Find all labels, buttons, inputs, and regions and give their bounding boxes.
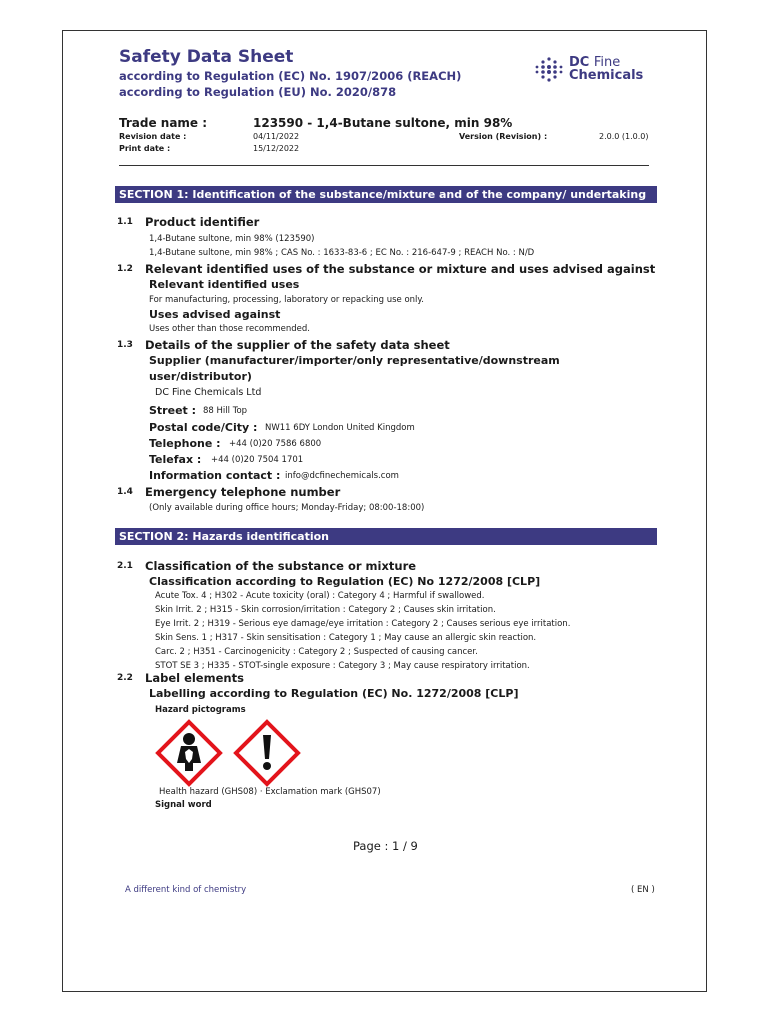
company-logo bbox=[533, 55, 643, 85]
logo-text-bottom: Chemicals bbox=[569, 68, 644, 83]
language-indicator: ( EN ) bbox=[631, 885, 655, 895]
page-number: Page : 1 / 9 bbox=[353, 839, 418, 853]
info-contact-label: Information contact : bbox=[149, 469, 281, 482]
hazard-statement: Skin Irrit. 2 ; H315 - Skin corrosion/irritation : Category 2 ; Causes skin irritation. bbox=[155, 605, 496, 615]
uses-advised-against-heading: Uses advised against bbox=[149, 308, 281, 321]
emergency-hours-text: (Only available during office hours; Monday-Friday; 08:00-18:00) bbox=[149, 503, 425, 513]
uses-advised-against-text: Uses other than those recommended. bbox=[149, 324, 310, 334]
logo-text-top: DC Fine bbox=[569, 55, 621, 70]
print-date-label: Print date : bbox=[119, 144, 171, 153]
product-identifiers: 1,4-Butane sultone, min 98% ; CAS No. : 1633-83-6 ; EC No. : 216-647-9 ; REACH No. : N/D bbox=[149, 248, 535, 258]
hazard-statement: Carc. 2 ; H351 - Carcinogenicity : Category 2 ; Suspected of causing cancer. bbox=[155, 647, 478, 657]
section-1-2-number: 1.2 bbox=[117, 264, 133, 274]
telephone-value: +44 (0)20 7586 6800 bbox=[229, 439, 322, 449]
section-1-2-title: Relevant identified uses of the substance or mixture and uses advised against bbox=[145, 262, 656, 276]
health-hazard-icon bbox=[155, 719, 223, 787]
regulation-eu: according to Regulation (EU) No. 2020/878 bbox=[119, 85, 397, 99]
telephone-label: Telephone : bbox=[149, 437, 221, 450]
street-value: 88 Hill Top bbox=[203, 406, 248, 416]
pictogram-caption: Health hazard (GHS08) · Exclamation mark (GHS07) bbox=[159, 787, 381, 797]
section-2-header: SECTION 2: Hazards identification bbox=[115, 528, 657, 545]
section-1-4-title: Emergency telephone number bbox=[145, 485, 341, 499]
identified-uses-heading: Relevant identified uses bbox=[149, 278, 300, 291]
section-1-1-title: Product identifier bbox=[145, 215, 260, 229]
hazard-statement: Skin Sens. 1 ; H317 - Skin sensitisation : Category 1 ; May cause an allergic skin reaction. bbox=[155, 633, 537, 643]
trade-name-value: 123590 - 1,4-Butane sultone, min 98% bbox=[253, 116, 513, 130]
section-1-header: SECTION 1: Identification of the substance/mixture and of the company/ undertaking bbox=[115, 186, 657, 203]
company-name: DC Fine Chemicals Ltd bbox=[155, 387, 262, 398]
telefax-value: +44 (0)20 7504 1701 bbox=[211, 455, 304, 465]
hazard-pictograms-label: Hazard pictograms bbox=[155, 705, 246, 715]
document-title: Safety Data Sheet bbox=[119, 47, 294, 67]
footer-tagline: A different kind of chemistry bbox=[125, 885, 247, 895]
section-2-2-number: 2.2 bbox=[117, 673, 133, 683]
product-name: 1,4-Butane sultone, min 98% (123590) bbox=[149, 234, 315, 244]
regulation-reach: according to Regulation (EC) No. 1907/2006 (REACH) bbox=[119, 69, 462, 83]
hazard-statement: Acute Tox. 4 ; H302 - Acute toxicity (oral) : Category 4 ; Harmful if swallowed. bbox=[155, 591, 485, 601]
version-value: 2.0.0 (1.0.0) bbox=[599, 132, 649, 141]
street-label: Street : bbox=[149, 404, 197, 417]
info-contact-value: info@dcfinechemicals.com bbox=[285, 471, 399, 481]
postal-label: Postal code/City : bbox=[149, 421, 258, 434]
postal-value: NW11 6DY London United Kingdom bbox=[265, 423, 415, 433]
identified-uses-text: For manufacturing, processing, laboratory or repacking use only. bbox=[149, 295, 424, 305]
hazard-statement: STOT SE 3 ; H335 - STOT-single exposure : Category 3 ; May cause respiratory irritation. bbox=[155, 661, 530, 671]
section-1-4-number: 1.4 bbox=[117, 487, 133, 497]
section-1-3-number: 1.3 bbox=[117, 340, 133, 350]
section-2-1-title: Classification of the substance or mixture bbox=[145, 559, 417, 573]
header-divider bbox=[119, 165, 649, 166]
telefax-label: Telefax : bbox=[149, 453, 202, 466]
version-label: Version (Revision) : bbox=[459, 132, 548, 141]
section-2-1-number: 2.1 bbox=[117, 561, 133, 571]
classification-heading: Classification according to Regulation (EC) No 1272/2008 [CLP] bbox=[149, 575, 541, 588]
labelling-heading: Labelling according to Regulation (EC) No. 1272/2008 [CLP] bbox=[149, 687, 519, 700]
revision-date-value: 04/11/2022 bbox=[253, 132, 300, 141]
section-1-3-title: Details of the supplier of the safety data sheet bbox=[145, 338, 450, 352]
print-date-value: 15/12/2022 bbox=[253, 144, 300, 153]
hazard-statement: Eye Irrit. 2 ; H319 - Serious eye damage/eye irritation : Category 2 ; Causes serious eye irritation. bbox=[155, 619, 571, 629]
signal-word-label: Signal word bbox=[155, 800, 212, 810]
logo-dots-icon bbox=[533, 55, 565, 83]
supplier-heading: Supplier (manufacturer/importer/only representative/downstream bbox=[149, 354, 560, 367]
exclamation-mark-icon bbox=[233, 719, 301, 787]
revision-date-label: Revision date : bbox=[119, 132, 187, 141]
document-page bbox=[62, 30, 707, 992]
section-1-1-number: 1.1 bbox=[117, 217, 133, 227]
trade-name-label: Trade name : bbox=[119, 116, 208, 130]
supplier-heading-cont: user/distributor) bbox=[149, 370, 252, 383]
section-2-2-title: Label elements bbox=[145, 671, 244, 685]
